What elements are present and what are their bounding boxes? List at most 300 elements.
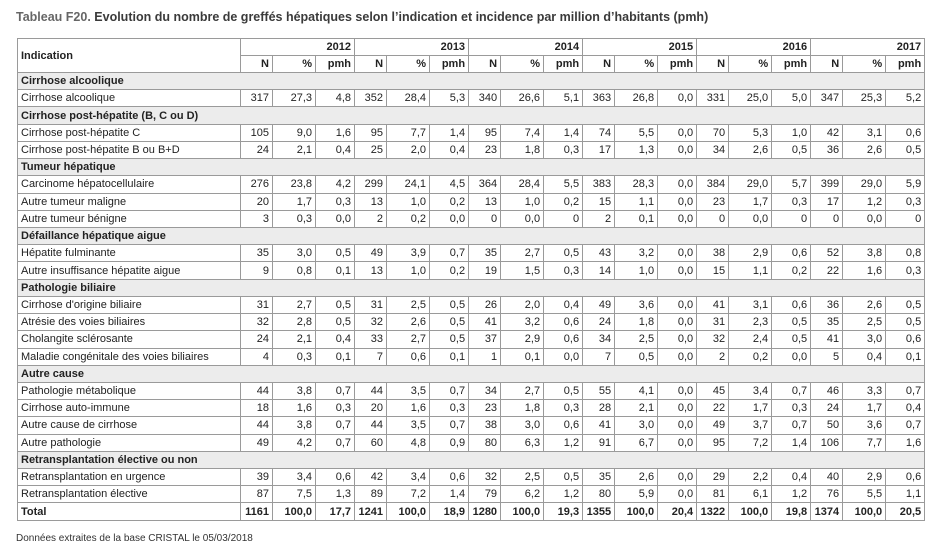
- table-cell: 2,7: [387, 331, 430, 348]
- total-cell: 18,9: [430, 503, 469, 521]
- table-cell: 1,6: [316, 124, 355, 141]
- table-cell: 7,4: [501, 124, 544, 141]
- row-label: Autre tumeur bénigne: [18, 210, 241, 227]
- table-cell: 42: [811, 124, 843, 141]
- table-cell: 28: [583, 400, 615, 417]
- table-cell: 0,4: [772, 469, 811, 486]
- table-cell: 52: [811, 245, 843, 262]
- table-cell: 15: [583, 193, 615, 210]
- table-cell: 95: [697, 434, 729, 451]
- table-cell: 0,7: [316, 382, 355, 399]
- total-cell: 1355: [583, 503, 615, 521]
- table-cell: 0,6: [544, 314, 583, 331]
- table-cell: 0,0: [658, 348, 697, 365]
- table-cell: 1,2: [843, 193, 886, 210]
- table-cell: 0,0: [658, 486, 697, 503]
- table-cell: 5,5: [615, 124, 658, 141]
- table-cell: 0,0: [658, 296, 697, 313]
- table-cell: 1,7: [729, 400, 772, 417]
- table-cell: 2,3: [729, 314, 772, 331]
- table-cell: 22: [697, 400, 729, 417]
- row-label: Autre cause de cirrhose: [18, 417, 241, 434]
- table-cell: 0: [886, 210, 925, 227]
- table-cell: 5,5: [843, 486, 886, 503]
- table-cell: 1,1: [886, 486, 925, 503]
- table-cell: 0,0: [658, 262, 697, 279]
- table-cell: 0,5: [886, 296, 925, 313]
- table-cell: 0,5: [544, 469, 583, 486]
- year-header: 2017: [811, 39, 925, 56]
- table-row: [18, 331, 925, 348]
- table-cell: 0,0: [658, 193, 697, 210]
- table-cell: 3,2: [501, 314, 544, 331]
- table-row: [18, 382, 925, 399]
- table-cell: 27,3: [273, 90, 316, 107]
- year-header: 2012: [241, 39, 355, 56]
- table-cell: 32: [469, 469, 501, 486]
- table-cell: 23: [697, 193, 729, 210]
- year-header: 2016: [697, 39, 811, 56]
- table-cell: 13: [355, 193, 387, 210]
- table-cell: 41: [469, 314, 501, 331]
- table-cell: 0: [811, 210, 843, 227]
- total-cell: 1280: [469, 503, 501, 521]
- table-cell: 7,7: [387, 124, 430, 141]
- table-cell: 0,1: [430, 348, 469, 365]
- subheader-pmh: pmh: [886, 56, 925, 73]
- table-cell: 0,2: [430, 262, 469, 279]
- table-cell: 3,6: [615, 296, 658, 313]
- section-title: Pathologie biliaire: [18, 279, 925, 296]
- table-cell: 1,2: [544, 434, 583, 451]
- table-cell: 1,8: [615, 314, 658, 331]
- table-cell: 0,6: [886, 469, 925, 486]
- table-cell: 17: [811, 193, 843, 210]
- table-cell: 41: [697, 296, 729, 313]
- table-cell: 1,7: [843, 400, 886, 417]
- table-cell: 95: [469, 124, 501, 141]
- table-row: [18, 486, 925, 503]
- table-cell: 0,0: [658, 141, 697, 158]
- table-row: [18, 141, 925, 158]
- table-cell: 0,8: [273, 262, 316, 279]
- table-cell: 0,5: [430, 331, 469, 348]
- table-cell: 24: [241, 141, 273, 158]
- table-cell: 13: [469, 193, 501, 210]
- subheader-percent: %: [843, 56, 886, 73]
- table-cell: 6,2: [501, 486, 544, 503]
- table-cell: 7: [583, 348, 615, 365]
- table-cell: 32: [697, 331, 729, 348]
- table-cell: 2,6: [843, 296, 886, 313]
- table-cell: 2,6: [387, 314, 430, 331]
- row-label: Cholangite sclérosante: [18, 331, 241, 348]
- table-cell: 106: [811, 434, 843, 451]
- table-cell: 0,0: [729, 210, 772, 227]
- table-cell: 3,4: [729, 382, 772, 399]
- table-cell: 0,6: [886, 124, 925, 141]
- table-cell: 0: [469, 210, 501, 227]
- table-row: [18, 296, 925, 313]
- table-cell: 3: [241, 210, 273, 227]
- table-cell: 0,7: [430, 245, 469, 262]
- table-title: [16, 10, 708, 24]
- table-cell: 20: [355, 400, 387, 417]
- table-cell: 70: [697, 124, 729, 141]
- table-cell: 1,6: [886, 434, 925, 451]
- total-cell: 17,7: [316, 503, 355, 521]
- table-cell: 0,4: [316, 141, 355, 158]
- table-cell: 0,9: [430, 434, 469, 451]
- table-cell: 39: [241, 469, 273, 486]
- table-cell: 3,5: [387, 382, 430, 399]
- table-cell: 24: [811, 400, 843, 417]
- table-cell: 29: [697, 469, 729, 486]
- table-row: [18, 124, 925, 141]
- table-cell: 4,5: [430, 176, 469, 193]
- table-cell: 0,0: [658, 176, 697, 193]
- section-header-row: [18, 73, 925, 90]
- table-cell: 384: [697, 176, 729, 193]
- table-cell: 22: [811, 262, 843, 279]
- table-cell: 49: [697, 417, 729, 434]
- table-cell: 45: [697, 382, 729, 399]
- section-title: Retransplantation élective ou non: [18, 451, 925, 468]
- table-cell: 0,0: [316, 210, 355, 227]
- table-cell: 2,5: [501, 469, 544, 486]
- table-cell: 0,3: [886, 262, 925, 279]
- table-cell: 1,3: [316, 486, 355, 503]
- table-cell: 0,7: [772, 417, 811, 434]
- table-cell: 1,4: [544, 124, 583, 141]
- table-cell: 364: [469, 176, 501, 193]
- table-cell: 24: [583, 314, 615, 331]
- section-header-row: [18, 279, 925, 296]
- year-header: 2013: [355, 39, 469, 56]
- total-cell: 1241: [355, 503, 387, 521]
- section-title: Autre cause: [18, 365, 925, 382]
- table-cell: 0,4: [544, 296, 583, 313]
- table-title-label: Tableau F20.: [16, 10, 91, 24]
- table-cell: 0,5: [886, 141, 925, 158]
- table-cell: 9: [241, 262, 273, 279]
- table-cell: 80: [583, 486, 615, 503]
- table-cell: 25,3: [843, 90, 886, 107]
- table-row: [18, 193, 925, 210]
- subheader-percent: %: [729, 56, 772, 73]
- table-cell: 19: [469, 262, 501, 279]
- table-cell: 0,5: [772, 314, 811, 331]
- table-row: [18, 245, 925, 262]
- table-cell: 3,8: [843, 245, 886, 262]
- row-label: Autre tumeur maligne: [18, 193, 241, 210]
- indication-header: Indication: [18, 39, 241, 73]
- table-cell: 26,8: [615, 90, 658, 107]
- row-label: Cirrhose alcoolique: [18, 90, 241, 107]
- total-cell: 100,0: [843, 503, 886, 521]
- table-cell: 0,0: [658, 469, 697, 486]
- table-cell: 34: [697, 141, 729, 158]
- subheader-n: N: [697, 56, 729, 73]
- table-cell: 0,1: [886, 348, 925, 365]
- table-cell: 0: [544, 210, 583, 227]
- table-cell: 2,5: [615, 331, 658, 348]
- total-cell: 20,4: [658, 503, 697, 521]
- table-cell: 32: [355, 314, 387, 331]
- section-title: Défaillance hépatique aigue: [18, 227, 925, 244]
- subheader-n: N: [241, 56, 273, 73]
- table-cell: 2,6: [843, 141, 886, 158]
- table-cell: 0,3: [316, 400, 355, 417]
- table-cell: 31: [355, 296, 387, 313]
- data-table: [17, 38, 925, 521]
- table-cell: 3,1: [843, 124, 886, 141]
- table-cell: 2: [355, 210, 387, 227]
- table-cell: 1,4: [430, 124, 469, 141]
- table-cell: 2,6: [729, 141, 772, 158]
- table-cell: 7,2: [387, 486, 430, 503]
- table-row: [18, 314, 925, 331]
- total-cell: 19,8: [772, 503, 811, 521]
- total-cell: 100,0: [501, 503, 544, 521]
- table-cell: 7,7: [843, 434, 886, 451]
- table-cell: 32: [241, 314, 273, 331]
- table-cell: 0,0: [658, 434, 697, 451]
- row-label: Autre insuffisance hépatite aigue: [18, 262, 241, 279]
- table-cell: 0,5: [430, 296, 469, 313]
- table-cell: 36: [811, 296, 843, 313]
- table-cell: 0,3: [544, 141, 583, 158]
- table-cell: 4,2: [273, 434, 316, 451]
- table-cell: 95: [355, 124, 387, 141]
- table-cell: 80: [469, 434, 501, 451]
- table-cell: 5,0: [772, 90, 811, 107]
- table-cell: 6,7: [615, 434, 658, 451]
- table-cell: 81: [697, 486, 729, 503]
- table-cell: 0,3: [430, 400, 469, 417]
- table-cell: 0,5: [430, 314, 469, 331]
- table-cell: 31: [697, 314, 729, 331]
- table-cell: 0,1: [501, 348, 544, 365]
- subheader-pmh: pmh: [316, 56, 355, 73]
- table-cell: 3,1: [729, 296, 772, 313]
- table-cell: 2,2: [729, 469, 772, 486]
- table-cell: 3,7: [729, 417, 772, 434]
- table-cell: 0,0: [658, 314, 697, 331]
- table-cell: 2,6: [615, 469, 658, 486]
- table-cell: 1,0: [387, 262, 430, 279]
- row-label: Maladie congénitale des voies biliaires: [18, 348, 241, 365]
- section-header-row: [18, 107, 925, 124]
- table-cell: 2,9: [729, 245, 772, 262]
- table-cell: 0,0: [843, 210, 886, 227]
- total-cell: 1161: [241, 503, 273, 521]
- table-cell: 0,0: [658, 382, 697, 399]
- table-cell: 0,2: [430, 193, 469, 210]
- total-cell: 100,0: [615, 503, 658, 521]
- table-cell: 5,9: [615, 486, 658, 503]
- table-cell: 25,0: [729, 90, 772, 107]
- table-cell: 0,3: [316, 193, 355, 210]
- table-cell: 37: [469, 331, 501, 348]
- table-cell: 44: [241, 417, 273, 434]
- table-cell: 2,4: [729, 331, 772, 348]
- row-label: Cirrhose post-hépatite C: [18, 124, 241, 141]
- subheader-percent: %: [501, 56, 544, 73]
- table-cell: 340: [469, 90, 501, 107]
- table-cell: 76: [811, 486, 843, 503]
- table-cell: 0,2: [387, 210, 430, 227]
- table-cell: 35: [583, 469, 615, 486]
- table-cell: 35: [241, 245, 273, 262]
- table-cell: 1,0: [387, 193, 430, 210]
- table-cell: 15: [697, 262, 729, 279]
- table-cell: 0,3: [273, 210, 316, 227]
- table-cell: 3,4: [273, 469, 316, 486]
- table-cell: 17: [583, 141, 615, 158]
- subheader-n: N: [355, 56, 387, 73]
- row-label: Cirrhose post-hépatite B ou B+D: [18, 141, 241, 158]
- table-cell: 0,6: [430, 469, 469, 486]
- table-cell: 7,5: [273, 486, 316, 503]
- table-cell: 55: [583, 382, 615, 399]
- total-cell: 100,0: [273, 503, 316, 521]
- table-cell: 0,0: [658, 417, 697, 434]
- table-cell: 2,9: [501, 331, 544, 348]
- table-cell: 0,6: [886, 331, 925, 348]
- table-cell: 0,6: [387, 348, 430, 365]
- table-cell: 34: [469, 382, 501, 399]
- table-cell: 3,2: [615, 245, 658, 262]
- section-title: Cirrhose alcoolique: [18, 73, 925, 90]
- table-cell: 2,1: [273, 141, 316, 158]
- table-cell: 35: [811, 314, 843, 331]
- table-cell: 1,7: [729, 193, 772, 210]
- table-cell: 36: [811, 141, 843, 158]
- table-cell: 0,8: [886, 245, 925, 262]
- section-header-row: [18, 159, 925, 176]
- table-cell: 23: [469, 141, 501, 158]
- table-row: [18, 348, 925, 365]
- table-cell: 1,6: [843, 262, 886, 279]
- table-cell: 0,4: [316, 331, 355, 348]
- table-cell: 4,1: [615, 382, 658, 399]
- table-cell: 5,3: [729, 124, 772, 141]
- table-cell: 34: [583, 331, 615, 348]
- table-cell: 2,5: [387, 296, 430, 313]
- table-cell: 0,7: [772, 382, 811, 399]
- table-cell: 5,2: [886, 90, 925, 107]
- table-cell: 1,2: [544, 486, 583, 503]
- table-cell: 7,2: [729, 434, 772, 451]
- table-cell: 5,1: [544, 90, 583, 107]
- table-cell: 1,0: [772, 124, 811, 141]
- table-cell: 1,4: [430, 486, 469, 503]
- table-cell: 0,0: [430, 210, 469, 227]
- table-cell: 3,0: [501, 417, 544, 434]
- subheader-pmh: pmh: [544, 56, 583, 73]
- table-cell: 87: [241, 486, 273, 503]
- table-cell: 0,3: [772, 193, 811, 210]
- table-cell: 0,6: [544, 331, 583, 348]
- table-cell: 74: [583, 124, 615, 141]
- table-cell: 0,5: [615, 348, 658, 365]
- table-cell: 35: [469, 245, 501, 262]
- table-cell: 5,9: [886, 176, 925, 193]
- table-cell: 28,4: [387, 90, 430, 107]
- table-cell: 4: [241, 348, 273, 365]
- table-cell: 28,3: [615, 176, 658, 193]
- table-title-text: Evolution du nombre de greffés hépatiques selon l’indication et incidence par million d’habitants (pmh): [94, 10, 709, 24]
- table-cell: 0,6: [772, 245, 811, 262]
- table-cell: 383: [583, 176, 615, 193]
- row-label: Retransplantation en urgence: [18, 469, 241, 486]
- table-cell: 1,5: [501, 262, 544, 279]
- table-cell: 0,0: [658, 331, 697, 348]
- table-cell: 2,1: [615, 400, 658, 417]
- table-cell: 3,4: [387, 469, 430, 486]
- total-cell: 100,0: [729, 503, 772, 521]
- table-cell: 2: [697, 348, 729, 365]
- table-cell: 1,0: [615, 262, 658, 279]
- table-cell: 0,3: [886, 193, 925, 210]
- row-label: Hépatite fulminante: [18, 245, 241, 262]
- table-cell: 4,8: [387, 434, 430, 451]
- table-cell: 1,6: [273, 400, 316, 417]
- table-cell: 0,0: [658, 400, 697, 417]
- table-row: [18, 176, 925, 193]
- table-cell: 2,7: [273, 296, 316, 313]
- table-cell: 23: [469, 400, 501, 417]
- table-cell: 3,0: [615, 417, 658, 434]
- total-row: [18, 503, 925, 521]
- table-cell: 1,4: [772, 434, 811, 451]
- table-cell: 0,4: [843, 348, 886, 365]
- table-cell: 91: [583, 434, 615, 451]
- table-cell: 3,8: [273, 417, 316, 434]
- table-cell: 6,3: [501, 434, 544, 451]
- table-cell: 0,7: [430, 417, 469, 434]
- table-row: [18, 262, 925, 279]
- table-cell: 317: [241, 90, 273, 107]
- section-header-row: [18, 227, 925, 244]
- row-label: Retransplantation élective: [18, 486, 241, 503]
- table-cell: 0,5: [544, 382, 583, 399]
- table-cell: 33: [355, 331, 387, 348]
- table-cell: 0,1: [316, 348, 355, 365]
- year-header: 2015: [583, 39, 697, 56]
- table-cell: 5: [811, 348, 843, 365]
- table-cell: 20: [241, 193, 273, 210]
- subheader-pmh: pmh: [658, 56, 697, 73]
- table-cell: 0,4: [430, 141, 469, 158]
- table-cell: 1,1: [729, 262, 772, 279]
- table-cell: 0,3: [544, 400, 583, 417]
- table-cell: 2,7: [501, 245, 544, 262]
- table-cell: 38: [469, 417, 501, 434]
- year-header: 2014: [469, 39, 583, 56]
- table-cell: 0,0: [544, 348, 583, 365]
- table-cell: 24,1: [387, 176, 430, 193]
- table-cell: 44: [241, 382, 273, 399]
- table-cell: 0,0: [501, 210, 544, 227]
- subheader-n: N: [583, 56, 615, 73]
- table-cell: 0,6: [772, 296, 811, 313]
- table-cell: 0: [772, 210, 811, 227]
- subheader-percent: %: [387, 56, 430, 73]
- table-cell: 60: [355, 434, 387, 451]
- table-cell: 26: [469, 296, 501, 313]
